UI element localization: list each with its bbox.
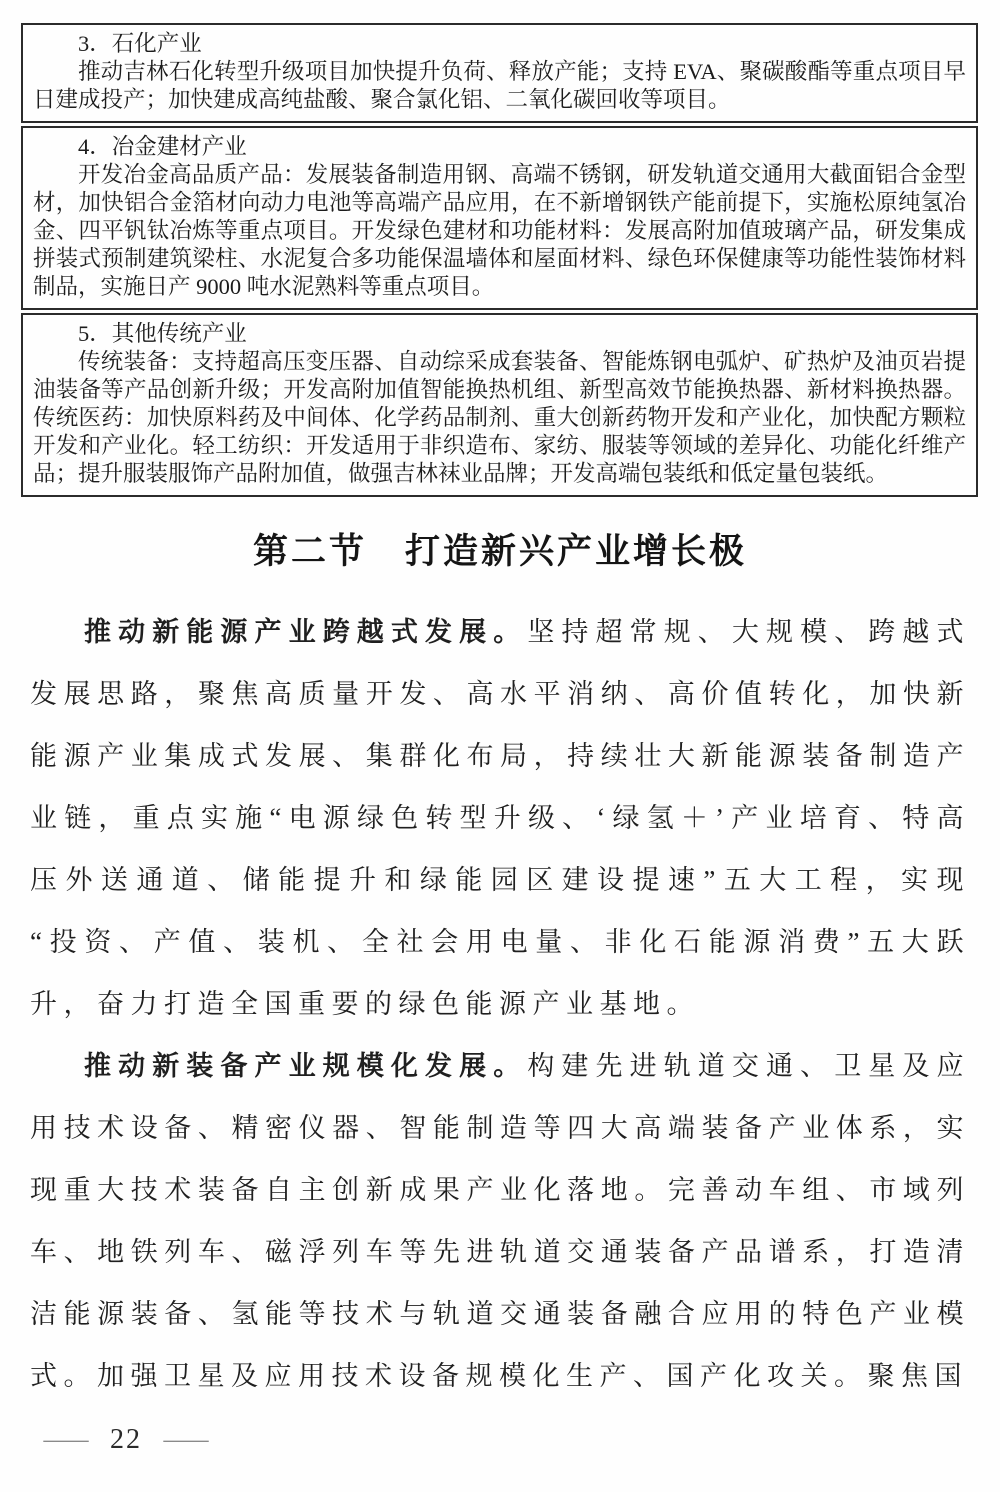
- section-heading: 第二节 打造新兴产业增长极: [252, 532, 747, 571]
- body-text: [30, 601, 970, 1407]
- box-body: 传统装备：支持超高压变压器、自动综采成套装备、智能炼钢电弧炉、矿热炉及油页岩提油装备等产品创新升级；开发高附加值智能换热机组、新型高效节能换热器、新材料换热器。传统医药：加快原料药及中间体、化学药品制剂、重大创新药物开发和产业化，加快配方颗粒开发和产业化。轻工纺织：开发适用于非织造布、家纺、服装等领域的差异化、功能化纤维产品；提升服装服饰产品附加值，做强吉林袜业品牌；开发高端包装纸和低定量包装纸。: [33, 349, 966, 486]
- paragraph-body: 构建先进轨道交通、卫星及应用技术设备、精密仪器、智能制造等四大高端装备产业体系，实现重大技术装备自主创新成果产业化落地。完善动车组、市域列车、地铁列车、磁浮列车等先进轨道交通装备产品谱系，打造清洁能源装备、氢能等技术与轨道交通装备融合应用的特色产业模式。加强卫星及应用技术设备规模化生产、国产化攻关。聚焦国: [30, 1051, 971, 1391]
- paragraph-lead: 推动新能源产业跨越式发展。: [84, 617, 528, 647]
- box-title: 3．石化产业: [78, 31, 202, 56]
- box-body: 推动吉林石化转型升级项目加快提升负荷、释放产能；支持 EVA、聚碳酸酯等重点项目早日建成投产；加快建成高纯盐酸、聚合氯化铝、二氧化碳回收等项目。: [33, 59, 966, 112]
- paragraph-body: 坚持超常规、大规模、跨越式发展思路，聚焦高质量开发、高水平消纳、高价值转化，加快新能源产业集成式发展、集群化布局，持续壮大新能源装备制造产业链，重点实施“电源绿色转型升级、‘绿氢＋’产业培育、特高压外送通道、储能提升和绿能园区建设提速”五大工程，实现“投资、产值、装机、全社会用电量、非化石能源消费”五大跃升，奋力打造全国重要的绿色能源产业基地。: [30, 617, 971, 1019]
- paragraph-new-equipment: [30, 1035, 970, 1407]
- industry-boxes: [21, 23, 978, 500]
- paragraph-lead: 推动新装备产业规模化发展。: [84, 1051, 528, 1081]
- footer-dash-left: —: [43, 1424, 89, 1455]
- industry-box-petrochemical: [21, 23, 978, 123]
- box-body: 开发冶金高品质产品：发展装备制造用钢、高端不锈钢，研发轨道交通用大截面铝合金型材，加快铝合金箔材向动力电池等高端产品应用，在不新增钢铁产能前提下，实施松原纯氢冶金、四平钒钛冶炼等重点项目。开发绿色建材和功能材料：发展高附加值玻璃产品，研发集成拼装式预制建筑梁柱、水泥复合多功能保温墙体和屋面材料、绿色环保健康等功能性装饰材料制品，实施日产 9000 吨水泥熟料等重点项目。: [33, 162, 966, 299]
- box-title: 4．冶金建材产业: [78, 134, 247, 159]
- footer-dash-right: —: [163, 1424, 209, 1455]
- footer-page-number: 22: [110, 1424, 142, 1455]
- page-footer: [43, 1424, 209, 1456]
- industry-box-other-traditional: [21, 313, 978, 497]
- paragraph-new-energy: [30, 601, 970, 1035]
- box-title: 5．其他传统产业: [78, 321, 247, 346]
- industry-box-metallurgy-building-materials: [21, 126, 978, 310]
